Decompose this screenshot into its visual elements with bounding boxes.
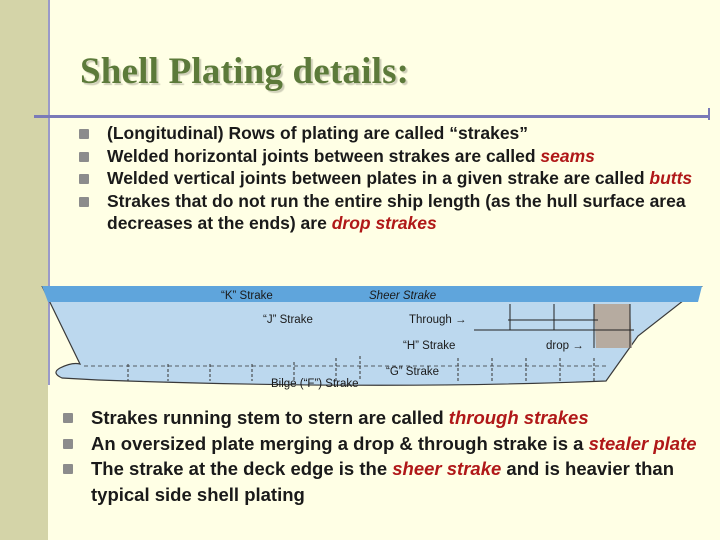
- term-seams: seams: [540, 145, 595, 166]
- title-underline: [34, 115, 710, 118]
- bullet-text: Welded horizontal joints between strakes are called: [107, 145, 541, 166]
- label-bilge-strake: Bilge (“F”) Strake: [271, 378, 359, 390]
- label-g-strake: “G” Strake: [386, 366, 440, 378]
- label-sheer-strake: Sheer Strake: [369, 290, 437, 302]
- square-bullet-icon: [79, 174, 89, 184]
- label-drop: [546, 340, 584, 352]
- bullet-item-drop-strakes: [75, 190, 715, 235]
- term-sheer-strake: sheer strake: [392, 458, 502, 479]
- label-h-strake: “H” Strake: [403, 340, 456, 352]
- bullet-text: Strakes running stem to stern are called: [91, 407, 449, 428]
- square-bullet-icon: [79, 197, 89, 207]
- term-butts: butts: [649, 168, 693, 188]
- label-drop-text: drop: [546, 340, 570, 352]
- term-drop-strakes: drop strakes: [331, 213, 437, 233]
- square-bullet-icon: [63, 464, 73, 474]
- bullet-item-butts: [75, 167, 715, 190]
- title-underline-tick: [708, 108, 710, 120]
- label-j-strake: “J” Strake: [263, 314, 313, 326]
- top-bullet-list: [75, 122, 715, 235]
- slide-sidebar: [0, 0, 48, 540]
- bullet-text: Welded vertical joints between plates in a given strake are called: [107, 168, 650, 188]
- bottom-bullet-list: [59, 405, 709, 507]
- hull-strake-diagram: [38, 286, 712, 392]
- bullet-item-sheer-strake: [59, 456, 709, 507]
- bullet-text-tail: and is heavier than typical side shell plating: [91, 458, 675, 505]
- stealer-plate: [594, 304, 632, 348]
- bullet-text: (Longitudinal) Rows of plating are called “strakes”: [107, 123, 529, 143]
- label-through: [409, 314, 467, 326]
- term-through-strakes: through strakes: [448, 407, 589, 428]
- square-bullet-icon: [79, 129, 89, 139]
- slide-title: Shell Plating details:: [80, 51, 410, 92]
- arrow-right-icon: →: [572, 340, 584, 352]
- arrow-right-icon: →: [455, 314, 467, 326]
- bullet-text: The strake at the deck edge is the: [91, 458, 393, 479]
- square-bullet-icon: [63, 439, 73, 449]
- bullet-item-strakes: [75, 122, 715, 145]
- bullet-item-through-strakes: [59, 405, 709, 431]
- bullet-item-seams: [75, 145, 715, 168]
- square-bullet-icon: [79, 152, 89, 162]
- label-through-text: Through: [409, 314, 452, 326]
- term-stealer-plate: stealer plate: [588, 432, 697, 454]
- bullet-text: Strakes that do not run the entire ship length (as the hull surface area decreases at the ends) are: [107, 190, 686, 233]
- square-bullet-icon: [63, 413, 73, 423]
- label-k-strake: “K” Strake: [221, 290, 273, 302]
- bullet-item-stealer-plate: [59, 431, 709, 457]
- bullet-text: An oversized plate merging a drop & through strake is a: [91, 432, 589, 454]
